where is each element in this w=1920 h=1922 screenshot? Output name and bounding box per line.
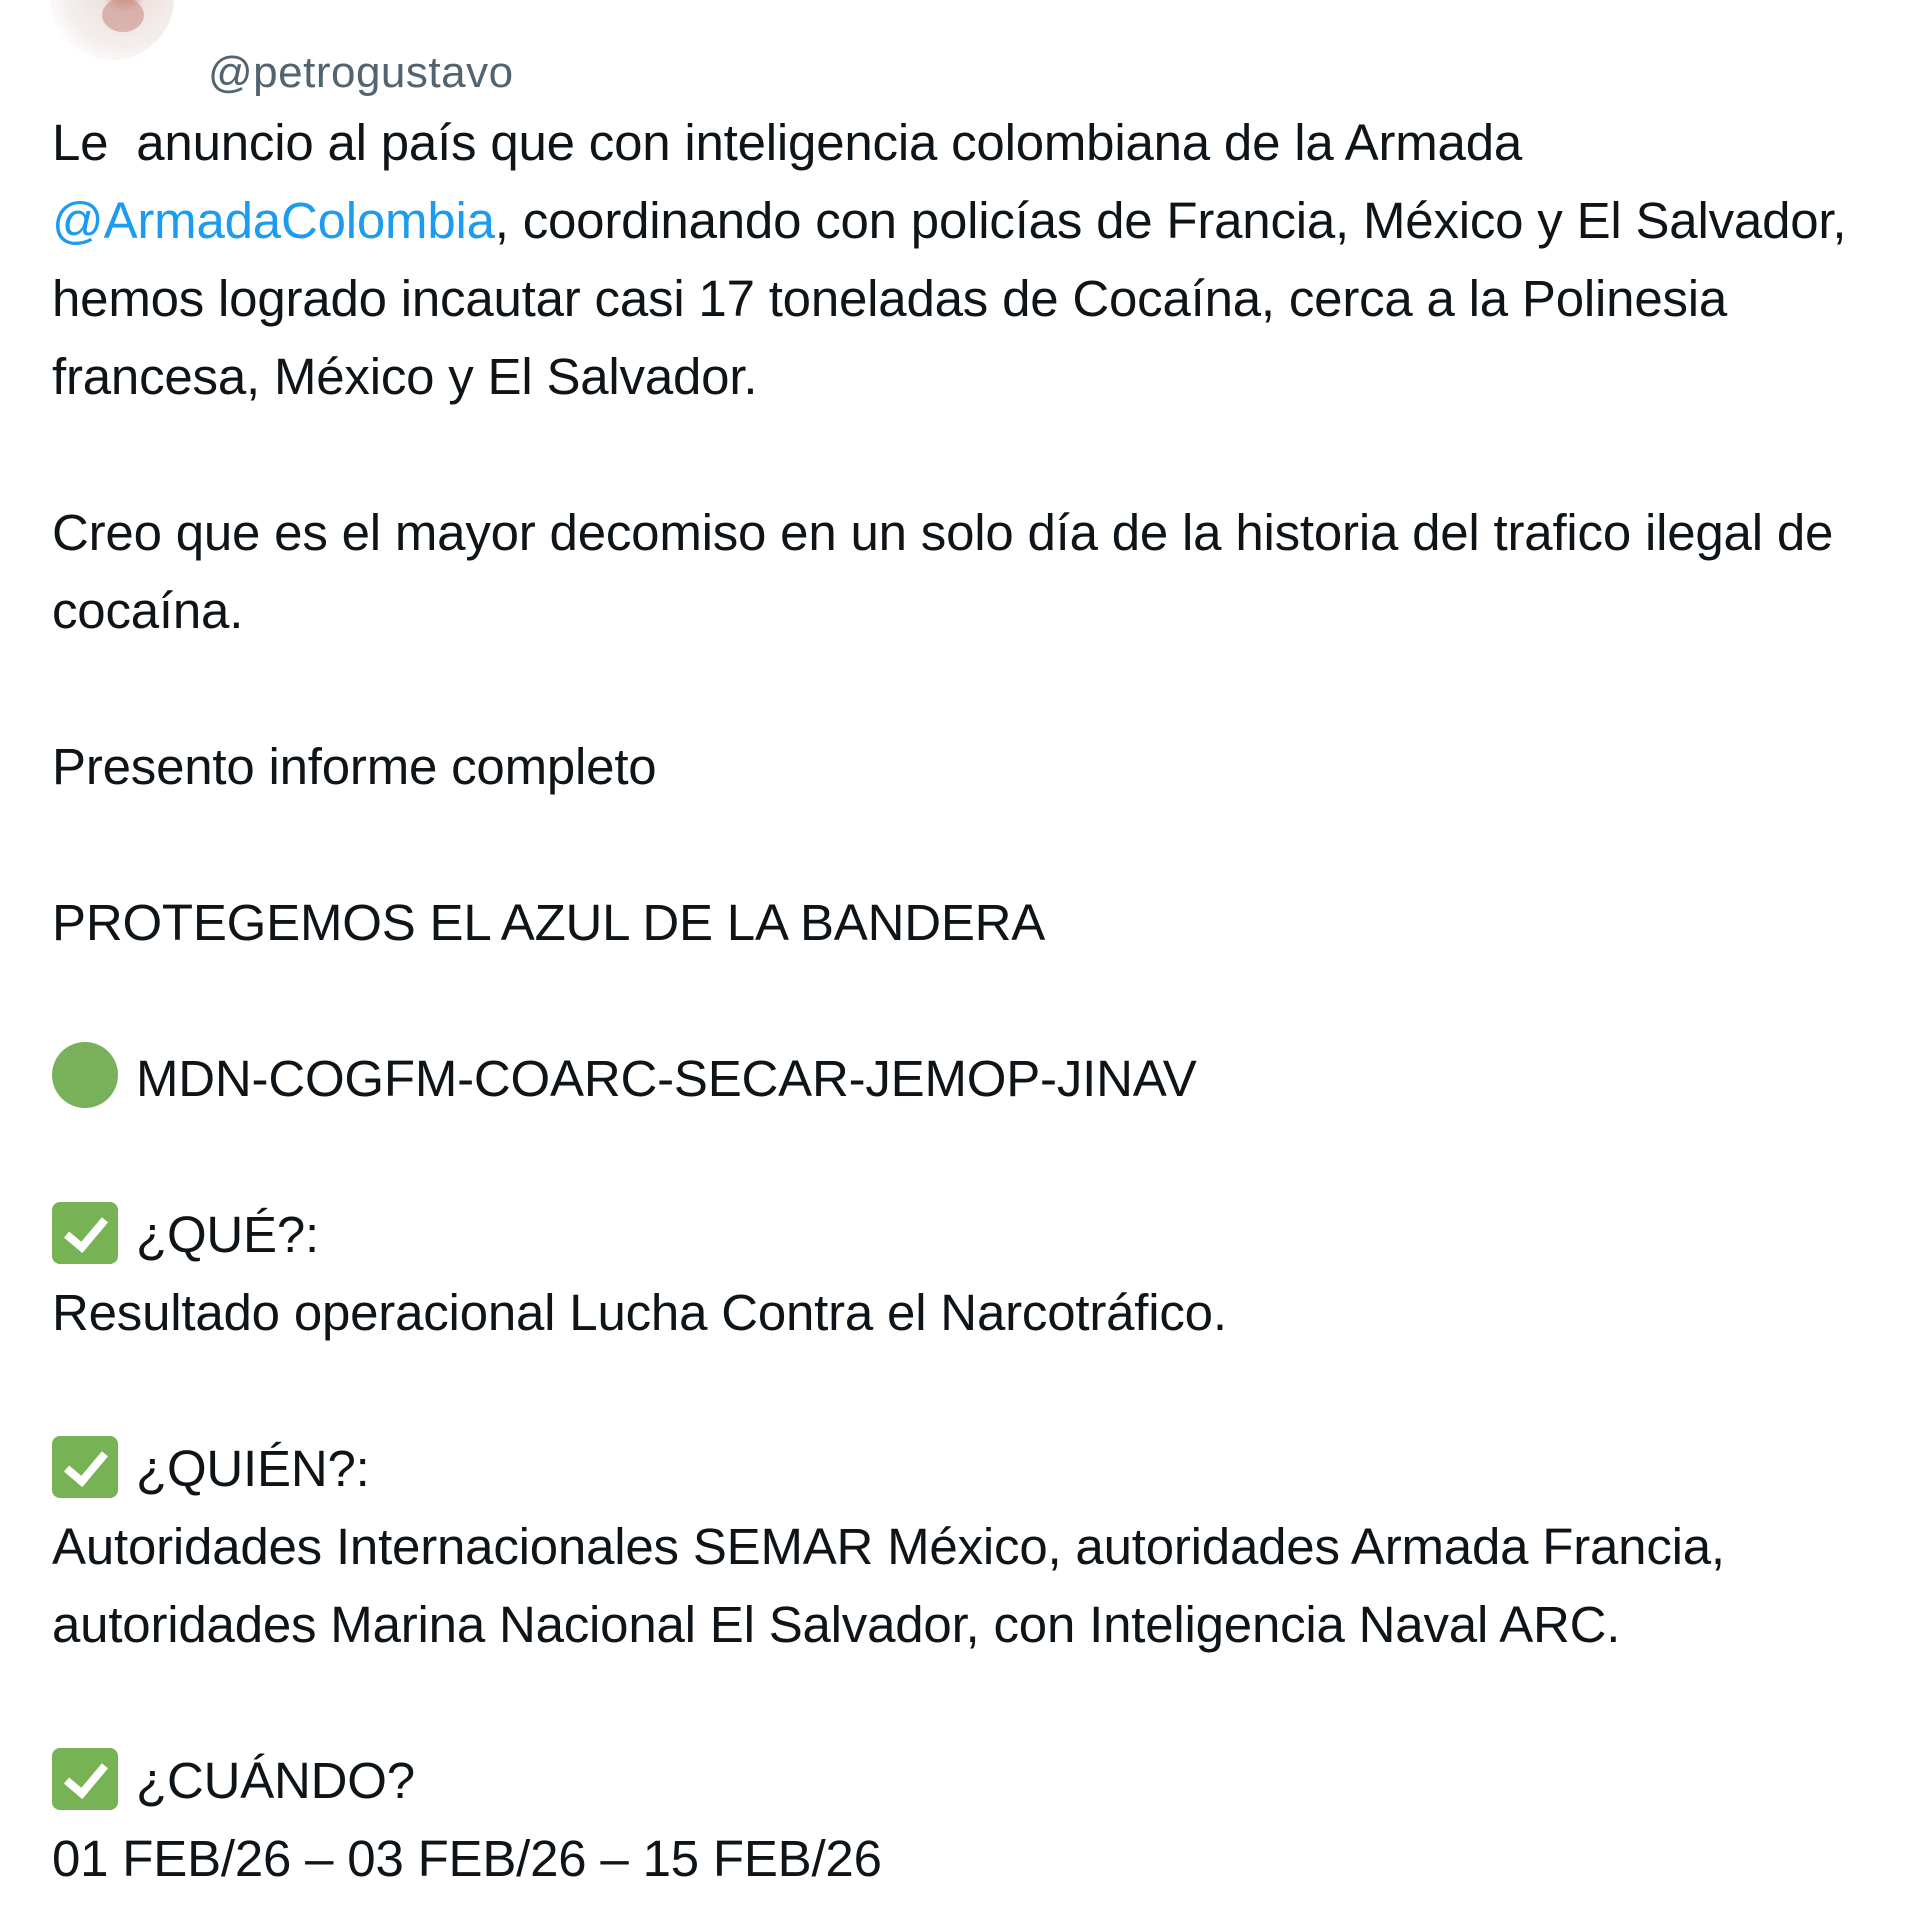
quien-text: Autoridades Internacionales SEMAR México, autoridades Armada Francia, autoridades Marina Nacional El Salvador, con Inteligencia Naval ARC. <box>52 1518 1739 1653</box>
paragraph-report: Presento informe completo <box>52 738 657 795</box>
check-mark-icon <box>52 1748 118 1810</box>
avatar-photo <box>102 0 144 32</box>
check-mark-icon <box>52 1436 118 1498</box>
green-circle-icon <box>52 1042 118 1108</box>
avatar[interactable] <box>50 0 174 60</box>
mention-link[interactable]: @ArmadaColombia <box>52 192 495 249</box>
announcement-text-start: Le anuncio al país que con inteligencia colombiana de la Armada <box>52 114 1537 171</box>
que-heading: ¿QUÉ?: <box>136 1206 320 1263</box>
cuando-text: 01 FEB/26 – 03 FEB/26 – 15 FEB/26 <box>52 1830 882 1887</box>
section-cuando <box>52 1742 1872 1898</box>
check-mark-icon <box>52 1202 118 1264</box>
unit-code-text: MDN-COGFM-COARC-SECAR-JEMOP-JINAV <box>136 1050 1197 1107</box>
section-quien <box>52 1430 1872 1664</box>
cuando-heading: ¿CUÁNDO? <box>136 1752 415 1809</box>
announcement-text-end: , coordinando con policías de Francia, México y El Salvador, hemos logrado incautar casi 17 toneladas de Cocaína, cerca a la Polinesia francesa, México y El Salvador. <box>52 192 1861 405</box>
tweet-header <box>50 0 174 60</box>
paragraph-record: Creo que es el mayor decomiso en un solo día de la historia del trafico ilegal de cocaína. <box>52 504 1848 639</box>
paragraph-announcement <box>52 104 1872 416</box>
author-handle[interactable]: @petrogustavo <box>208 48 514 97</box>
que-text: Resultado operacional Lucha Contra el Narcotráfico. <box>52 1284 1227 1341</box>
paragraph-unit-code <box>52 1040 1872 1118</box>
paragraph-slogan: PROTEGEMOS EL AZUL DE LA BANDERA <box>52 894 1046 951</box>
section-que <box>52 1196 1872 1352</box>
tweet-text <box>52 104 1872 1898</box>
quien-heading: ¿QUIÉN?: <box>136 1440 370 1497</box>
